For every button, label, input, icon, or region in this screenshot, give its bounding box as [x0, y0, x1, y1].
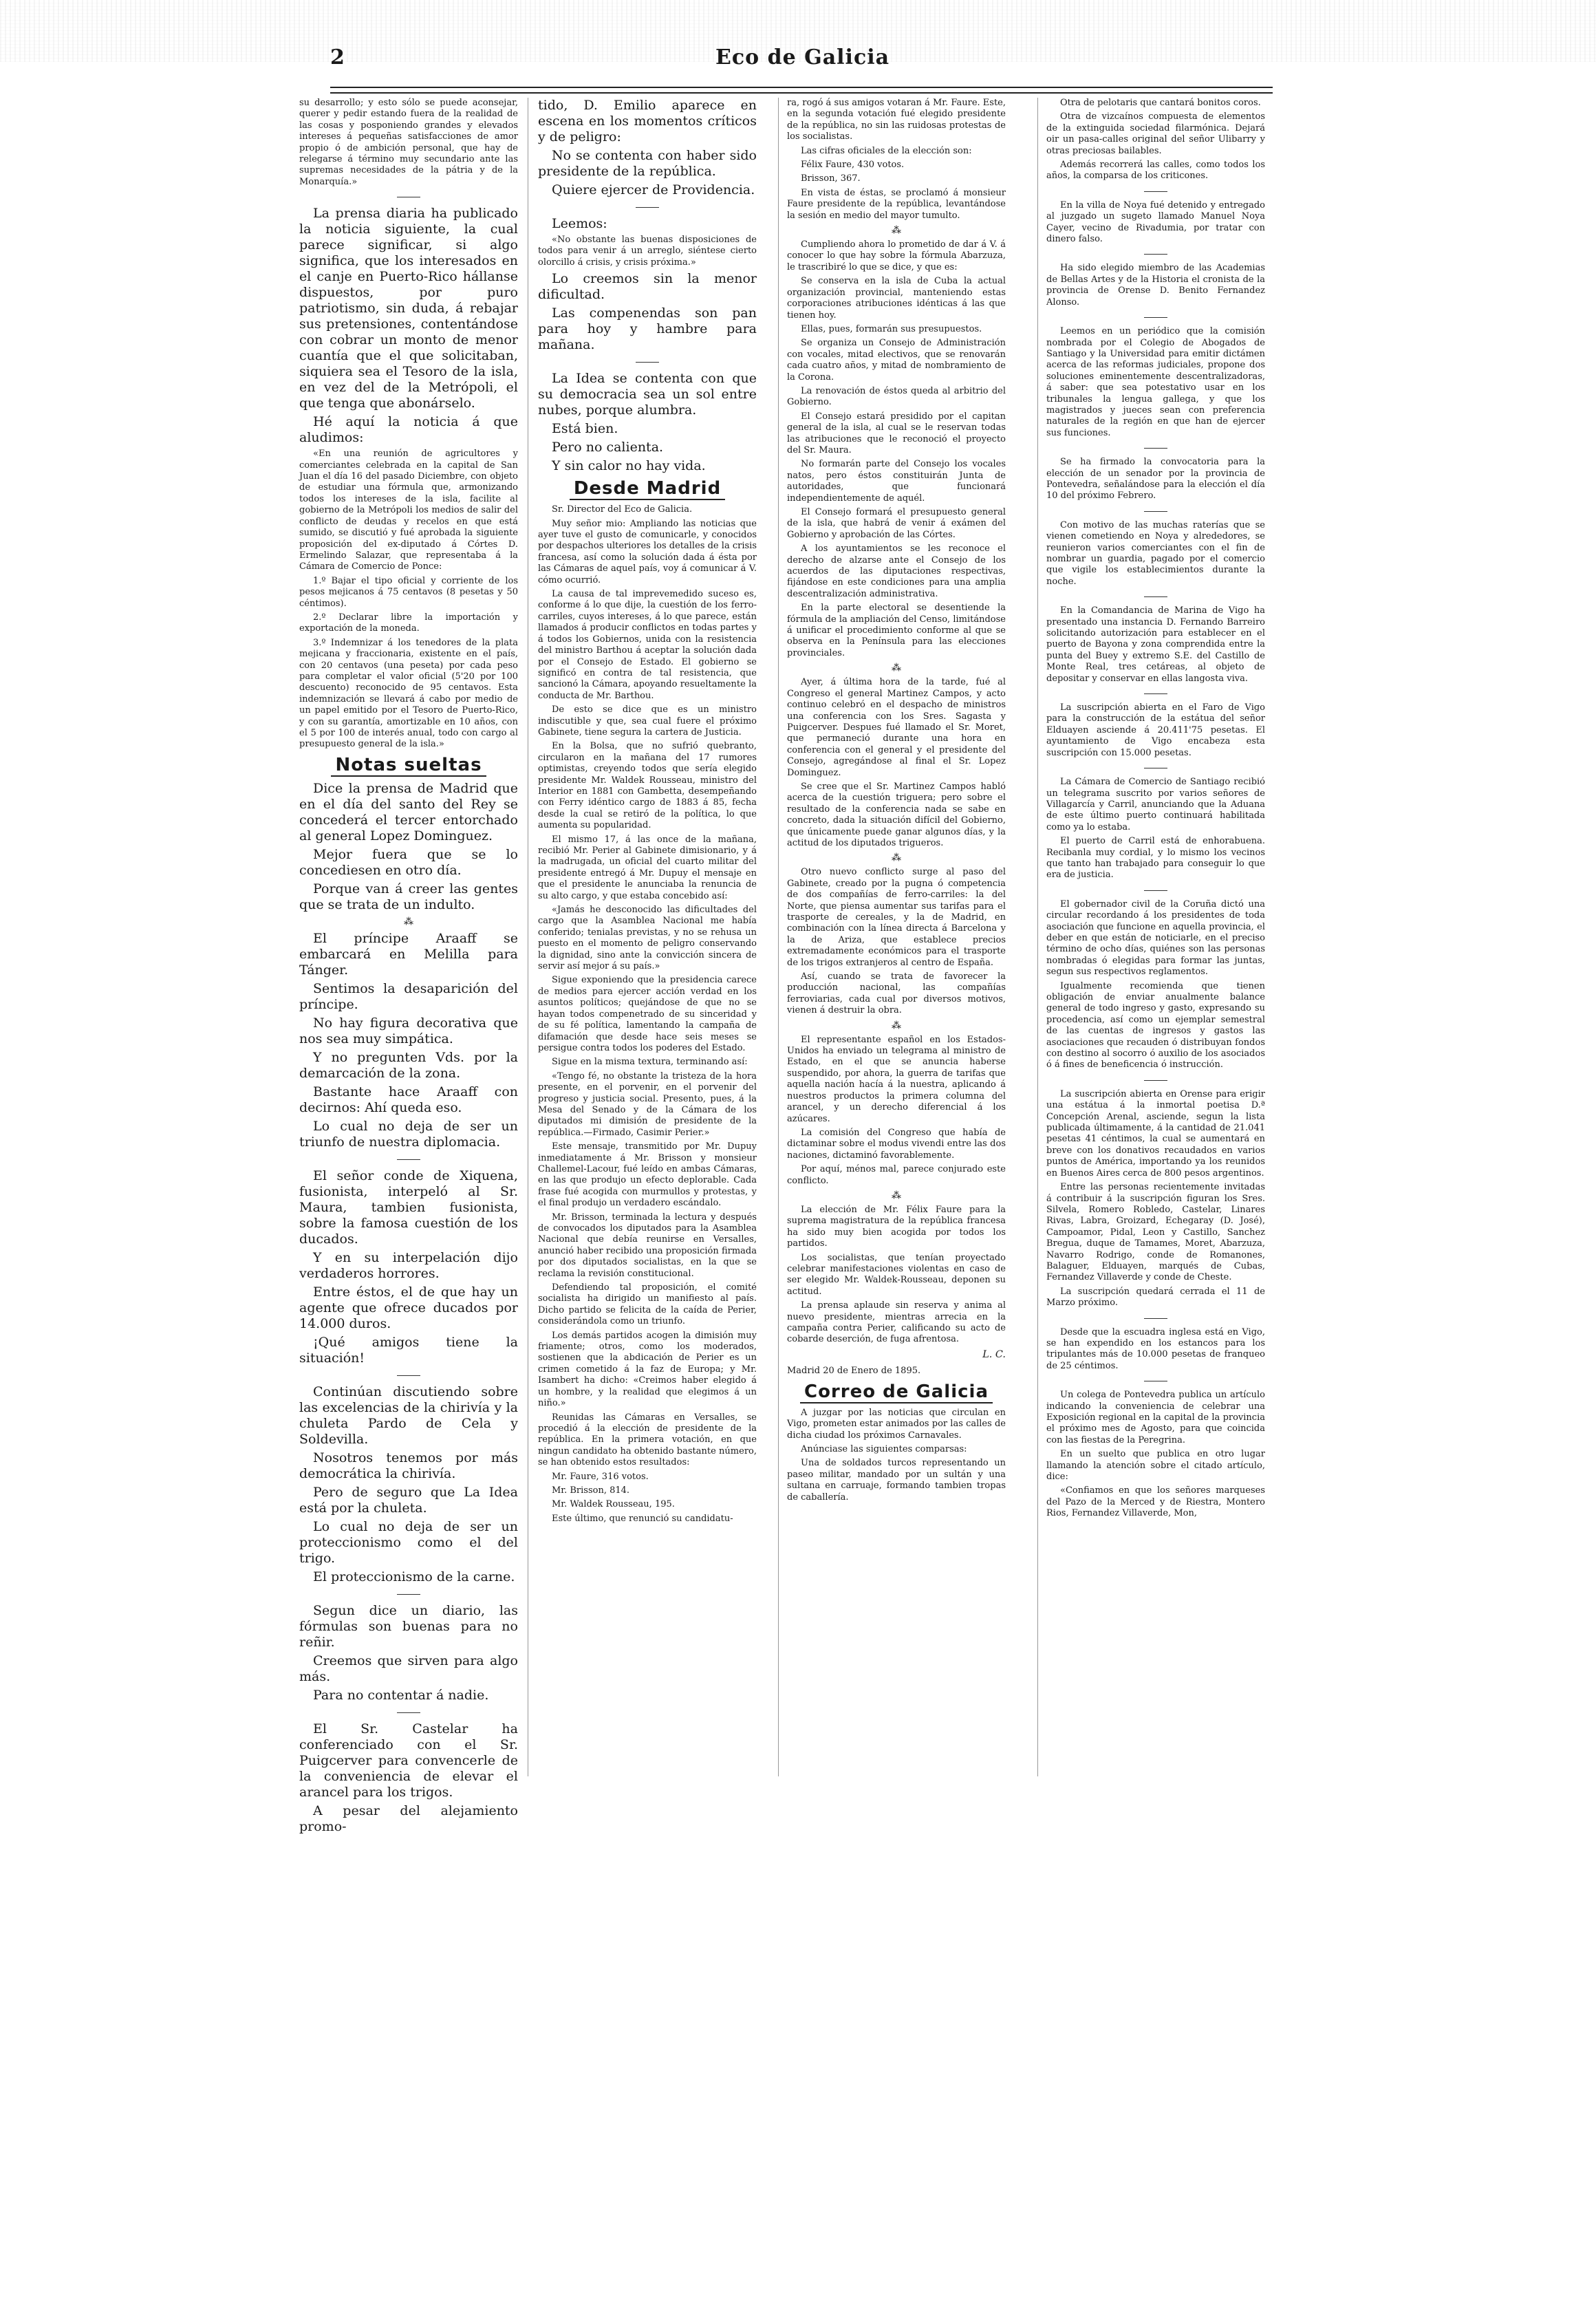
article-paragraph: Para no contentar á nadie.: [313, 1687, 489, 1703]
article-paragraph: Pero no calienta.: [552, 440, 664, 455]
separator-dash: [1046, 1375, 1265, 1387]
asterism-separator: ⁂: [892, 663, 901, 674]
article-paragraph: El puerto de Carril está de enhorabuena. Recibanla muy cordial, y lo mismo los vecinos que tanto han trabajado para conseguir lo que era de justicia.: [1046, 836, 1265, 881]
article-paragraph: Leemos:: [552, 216, 607, 231]
article-paragraph: Con motivo de las muchas raterías que se vienen cometiendo en Noya y alrededores, se reunieron varios comerciantes con el fin de nombrar un guardia, pagado por el comercio que vigile los establecimientos durante la noche.: [1046, 519, 1265, 587]
article-paragraph: El príncipe Araaff se embarcará en Melilla para Tánger.: [299, 930, 518, 978]
article-paragraph: ra, rogó á sus amigos votaran á Mr. Faure. Este, en la segunda votación fué elegido presidente de la república, no sin las ruidosas protestas de los socialistas.: [787, 98, 1006, 142]
article-paragraph: Se cree que el Sr. Martinez Campos habló acerca de la cuestión triguera; pero sobre el resultado de la conferencia nada se sabe en concreto, dada la situación difícil del Gobierno, que únicamente puede ganar algunos días, y la actitud de los diputados trigueros.: [787, 781, 1006, 848]
article-paragraph: Mr. Brisson, terminada la lectura y después de convocados los diputados para la Asamblea Nacional que debía reunirse en Versalles, anunció haber recibido una proposición firmada por dos diputados socialistas, en la que se reclama la revisión constitucional.: [538, 1212, 757, 1279]
article-paragraph: Defendiendo tal proposición, el comité socialista ha dirigido un manifiesto al país. Dicho partido se felicita de la caída de Perier, considerándola como un triunfo.: [538, 1282, 757, 1327]
asterism-separator: ⁂: [892, 225, 901, 237]
column-1: [299, 98, 518, 1834]
article-paragraph: «En una reunión de agricultores y comerciantes celebrada en la capital de San Juan el día 16 del pasado Diciembre, con objeto de estudiar una fórmula que, armonizando todos los intereses de la isla, facilite al gobierno de la Metrópoli los medios de salir del conflicto de deudas y recelos en que está sumido, se discutió y fué aprobada la siguiente proposición del ex-diputado á Córtes D. Ermelindo Salazar, que representaba á la Cámara de Comercio de Ponce:: [299, 449, 518, 572]
article-paragraph: En la villa de Noya fué detenido y entregado al juzgado un sugeto llamado Manuel Noya Cayer, vecino de Rivadumia, por tratar con dinero falso.: [1046, 200, 1265, 245]
article-paragraph: Ayer, á última hora de la tarde, fué al Congreso el general Martinez Campos, y acto continuo celebró en el despacho de ministros una conferencia con los Sres. Sagasta y Puigcerver. Despues fué llamado el Sr. Moret, que permaneció durante una hora en conferencia con el general y el presidente del Consejo, agregándose al final el Sr. Lopez Dominguez.: [787, 677, 1006, 778]
separator-dash: [299, 1369, 518, 1381]
article-paragraph: Mr. Brisson, 814.: [552, 1485, 630, 1496]
column-divider: [778, 98, 779, 1776]
column-divider: [1037, 98, 1038, 1776]
article-paragraph: Mr. Waldek Rousseau, 195.: [552, 1499, 675, 1510]
article-paragraph: No se contenta con haber sido presidente de la república.: [538, 148, 757, 179]
page-header: [330, 44, 1273, 88]
article-paragraph: Está bien.: [552, 421, 618, 437]
article-paragraph: Los socialistas, que tenían proyectado celebrar manifestaciones violentas en caso de ser elegido Mr. Waldek-Rousseau, deponen su actitud.: [787, 1252, 1006, 1297]
separator-dash: [1046, 442, 1265, 454]
article-paragraph: Y sin calor no hay vida.: [552, 458, 706, 474]
article-paragraph: «Jamás he desconocido las dificultades del cargo que la Asamblea Nacional me había conferido; tenialas previstas, y no se rehusa un puesto en el momento de peligro conservando la dignidad, sino ante la convicción sincera de servir así mejor á su país.»: [538, 905, 757, 972]
section-heading-text: Desde Madrid: [570, 478, 725, 500]
article-paragraph: Lo creemos sin la menor dificultad.: [538, 271, 757, 303]
article-paragraph: su desarrollo; y esto sólo se puede aconsejar, querer y pedir estando fuera de la realidad de las cosas y posponiendo grandes y elevados intereses á pequeñas satisfacciones de amor propio ó de ambición personal, que hay de relegarse á término muy secundario ante las supremas necesidades de la pátria y de la Monarquía.»: [299, 98, 518, 187]
article-paragraph: Creemos que sirven para algo más.: [299, 1653, 518, 1684]
separator-dash: [1046, 311, 1265, 323]
section-heading: [538, 478, 757, 499]
article-paragraph: La causa de tal imprevemedido suceso es, conforme á lo que dije, la cuestión de los ferro-carriles, cuyos intereses, á lo que parece, están llamados á producir conflictos en todas partes y á todos los Gobiernos, unida con la resistencia del ministro Barthou á aceptar la solución dada por el Consejo de Estado. El gobierno se significó en contra de tal resistencia, que sancionó la Cámara, apoyando resueltamente la conducta de Mr. Barthou.: [538, 589, 757, 701]
separator-dash: [299, 191, 518, 203]
article-paragraph: Ha sido elegido miembro de las Academias de Bellas Artes y de la Historia el cronista de la provincia de Orense D. Benito Fernandez Alonso.: [1046, 263, 1265, 308]
article-paragraph: Ellas, pues, formarán sus presupuestos.: [801, 323, 982, 334]
article-paragraph: Se ha firmado la convocatoria para la elección de un senador por la provincia de Pontevedra, señalándose para la elección el día 10 del próximo Febrero.: [1046, 457, 1265, 502]
article-paragraph: Anúnciase las siguientes comparsas:: [801, 1444, 967, 1455]
article-paragraph: Leemos en un periódico que la comisión nombrada por el Colegio de Abogados de Santiago y la Universidad para emitir dictámen acerca de las reformas judiciales, propone dos soluciones eminentemente descentralizadoras, á saber: que sea potestativo usar en los tribunales la lengua gallega, y que los magistrados y jueces sean con preferencia naturales de la región en que han de ejercer sus funciones.: [1046, 326, 1265, 438]
article-paragraph: No hay figura decorativa que nos sea muy simpática.: [299, 1015, 518, 1046]
article-paragraph: Y en su interpelación dijo verdaderos horrores.: [299, 1249, 518, 1281]
article-paragraph: Lo cual no deja de ser un proteccionismo como el del trigo.: [299, 1518, 518, 1566]
separator-dash: [299, 1153, 518, 1165]
article-paragraph: La Cámara de Comercio de Santiago recibió un telegrama suscrito por varios señores de Villagarcía y Carril, anunciando que la Aduana de este último puerto continuará habilitada como ya lo estaba.: [1046, 777, 1265, 832]
article-paragraph: La prensa aplaude sin reserva y anima al nuevo presidente, mientras arrecia en la campaña contra Perier, calificando su acto de cobarde deserción, de fuga afrentosa.: [787, 1300, 1006, 1345]
article-paragraph: Igualmente recomienda que tienen obligación de enviar anualmente balance general de todo ingreso y gasto, expresando su procedencia, así como un ejemplar semestral de las cuentas de ingresos y gastos las asociaciones que recauden ó distribuyan fondos con destino al socorro ó auxilio de los asociados ó á fines de beneficencia ó instrucción.: [1046, 980, 1265, 1071]
article-paragraph: La suscripción abierta en Orense para erigir una estátua á la inmortal poetisa D.ª Concepción Arenal, asciende, segun la lista publicada últimamente, á la cantidad de 21.041 pesetas 41 céntimos, la cual se aumentará en breve con los donativos recaudados en varios puntos de América, importando ya los reunidos en Buenos Aires cerca de 800 pesos argentinos.: [1046, 1088, 1265, 1179]
column-3: [787, 98, 1006, 1776]
article-dateline: Madrid 20 de Enero de 1895.: [787, 1365, 921, 1376]
page-number: 2: [330, 45, 345, 69]
separator-dash: [1046, 1312, 1265, 1324]
article-paragraph: Cumpliendo ahora lo prometido de dar á V. á conocer lo que hay sobre la fórmula Abarzuza, le trascribiré lo que se dice, y que es:: [787, 239, 1006, 272]
article-paragraph: La suscripción quedará cerrada el 11 de Marzo próximo.: [1046, 1286, 1265, 1309]
separator-dash: [1046, 248, 1265, 260]
article-paragraph: Pero de seguro que La Idea está por la chuleta.: [299, 1484, 518, 1516]
article-paragraph: Sr. Director del Eco de Galicia.: [552, 504, 693, 515]
article-paragraph: En la Comandancia de Marina de Vigo ha presentado una instancia D. Fernando Barreiro solicitando autorización para establecer en el puerto de Bayona y zona comprendida entre la punta del Buey y extremo S.E. del Castillo de Monte Real, tres cetáreas, al objeto de depositar y conservar en ellas langosta viva.: [1046, 605, 1265, 684]
separator-dash: [538, 201, 757, 213]
article-paragraph: Entre éstos, el de que hay un agente que ofrece ducados por 14.000 duros.: [299, 1284, 518, 1331]
article-paragraph: Bastante hace Araaff con decirnos: Ahí queda eso.: [299, 1084, 518, 1115]
asterism-separator: ⁂: [892, 1020, 901, 1031]
article-paragraph: Segun dice un diario, las fórmulas son buenas para no reñir.: [299, 1602, 518, 1650]
article-paragraph: Las cifras oficiales de la elección son:: [801, 145, 972, 156]
article-paragraph: La comisión del Congreso que había de dictaminar sobre el modus vivendi entre las dos naciones, dictaminó favorablemente.: [787, 1127, 1006, 1161]
article-paragraph: A los ayuntamientos se les reconoce el derecho de alzarse ante el Consejo de los acuerdos de las diputaciones respectivas, fijándose en este condiciones para una amplia descentralización administrativa.: [787, 544, 1006, 599]
asterism-separator: ⁂: [892, 1190, 901, 1201]
article-paragraph: En vista de éstas, se proclamó á monsieur Faure presidente de la república, levantándose la sesión en medio del mayor tumulto.: [787, 187, 1006, 221]
article-paragraph: Este mensaje, transmitido por Mr. Dupuy inmediatamente á Mr. Brisson y monsieur Challemel-Lacour, fué leído en ambas Cámaras, en las que produjo un efecto deplorable. Cada frase fué acogida con murmullos y protestas, y el final produjo un verdadero escándalo.: [538, 1141, 757, 1209]
article-paragraph: La elección de Mr. Félix Faure para la suprema magistratura de la república francesa ha sido muy bien acogida por todos los partidos.: [787, 1204, 1006, 1249]
article-paragraph: Entre las personas recientemente invitadas á contribuir á la suscripción figuran los Sres. Silvela, Romero Robledo, Castelar, Linares Rivas, Labra, Groizard, Echegaray (D. José), Campoamor, Pidal, Leon y Castillo, Sanchez Bregua, duque de Tamames, Moret, Abarzuza, Navarro Rodrigo, conde de Romanones, Balaguer, Elduayen, marqués de Cubas, Fernandez Villaverde y conde de Cheste.: [1046, 1182, 1265, 1283]
article-paragraph: Una de soldados turcos representando un paseo militar, mandado por un sultán y una sultana en carruaje, formando tambien tropas de caballería.: [787, 1458, 1006, 1503]
separator-dash: [1046, 884, 1265, 896]
header-rule: [330, 87, 1273, 94]
article-paragraph: Otro nuevo conflicto surge al paso del Gabinete, creado por la pugna ó competencia de dos compañías de ferro-carriles: la del Norte, que piensa aumentar sus tarifas para el trasporte de cereales, y la de Madrid, en combinación con la línea directa á Barcelona y la de Ariza, que establece precios extremadamente económicos para el trasporte de los trigos extranjeros al centro de España.: [787, 867, 1006, 968]
article-paragraph: Sigue exponiendo que la presidencia carece de medios para ejercer acción verdad en los asuntos políticos; quejándose de que no se hayan todos compenetrado de su sinceridad y de su fé política, lamentando la campaña de difamación que desde hace seis meses se persigue contra todos los poderes del Estado.: [538, 975, 757, 1053]
article-paragraph: Así, cuando se trata de favorecer la producción nacional, las compañías ferroviarias, cada cual por diversos motivos, vienen á destruir la obra.: [787, 971, 1006, 1016]
article-paragraph: A juzgar por las noticias que circulan en Vigo, prometen estar animados por las calles de dicha ciudad los próximos Carnavales.: [787, 1407, 1006, 1441]
article-paragraph: 1.º Bajar el tipo oficial y corriente de los pesos mejicanos á 75 centavos (8 pesetas y 50 céntimos).: [299, 575, 518, 609]
article-paragraph: Mr. Faure, 316 votos.: [552, 1471, 649, 1482]
article-paragraph: La suscripción abierta en el Faro de Vigo para la construcción de la estátua del señor Elduayen asciende á 20.411'75 pesetas. El ayuntamiento de Vigo encabeza esta suscripción con 15.000 pesetas.: [1046, 702, 1265, 758]
article-paragraph: Otra de pelotaris que cantará bonitos coros.: [1060, 98, 1261, 108]
separator-dash: [1046, 687, 1265, 700]
article-paragraph: El gobernador civil de la Coruña dictó una circular recordando á los presidentes de toda asociación que funcione en aquella provincia, el deber en que están de noticiarle, en el preciso término de ocho días, quiénes son las personas nombradas ó elegidas para formar las juntas, segun sus respectivos reglamentos.: [1046, 899, 1265, 978]
section-heading: [787, 1381, 1006, 1402]
article-paragraph: Muy señor mio: Ampliando las noticias que ayer tuve el gusto de comunicarle, y conocidos por despachos ulteriores los detalles de la crisis francesa, así como la solución dada á ésta por las Cámaras de aquel país, voy á comunicar á V. cómo ocurrió.: [538, 518, 757, 585]
article-paragraph: Dice la prensa de Madrid que en el día del santo del Rey se concederá el tercer entorchado al general Lopez Dominguez.: [299, 780, 518, 843]
separator-dash: [1046, 762, 1265, 774]
article-paragraph: Este último, que renunció su candidatu-: [552, 1513, 733, 1524]
article-paragraph: El mismo 17, á las once de la mañana, recibió Mr. Perier al Gabinete dimisionario, y á la madrugada, un oficial del cuarto militar del presidente entregó á Mr. Dupuy el mensaje en que el presidente le anunciaba la renuncia de su alto cargo, y que estaba concebido así:: [538, 834, 757, 901]
separator-dash: [538, 356, 757, 368]
article-paragraph: Quiere ejercer de Providencia.: [552, 182, 755, 197]
article-paragraph: Nosotros tenemos por más democrática la chirivía.: [299, 1450, 518, 1481]
article-paragraph: Y no pregunten Vds. por la demarcación de la zona.: [299, 1049, 518, 1081]
article-paragraph: Además recorrerá las calles, como todos los años, la comparsa de los criticones.: [1046, 160, 1265, 182]
article-paragraph: No formarán parte del Consejo los vocales natos, pero éstos constituirán Junta de autoridades, que funcionará independientemente de aquél.: [787, 459, 1006, 504]
article-paragraph: Lo cual no deja de ser un triunfo de nuestra diplomacia.: [299, 1118, 518, 1150]
article-paragraph: Brisson, 367.: [801, 173, 861, 184]
article-paragraph: Mejor fuera que se lo concediesen en otro día.: [299, 846, 518, 878]
separator-dash: [1046, 590, 1265, 603]
article-paragraph: tido, D. Emilio aparece en escena en los momentos críticos y de peligro:: [538, 98, 757, 144]
article-paragraph: La renovación de éstos queda al arbitrio del Gobierno.: [787, 385, 1006, 408]
article-paragraph: El representante español en los Estados-Unidos ha enviado un telegrama al ministro de Estado, en el que se anuncia haberse suspendido, por ahora, la guerra de tarifas que aquella nación hacía á la nuestra, aplicando á nuestros productos la primera columna del arancel, y un derecho diferencial á los azúcares.: [787, 1034, 1006, 1124]
section-heading-text: Notas sueltas: [331, 755, 486, 777]
article-paragraph: A pesar del alejamiento promo-: [299, 1803, 518, 1834]
article-paragraph: Continúan discutiendo sobre las excelencias de la chirivía y la chuleta Pardo de Cela y Soldevilla.: [299, 1384, 518, 1447]
article-paragraph: Porque van á creer las gentes que se trata de un indulto.: [299, 881, 518, 912]
article-paragraph: Las compenendas son pan para hoy y hambre para mañana.: [538, 305, 757, 353]
article-paragraph: El Consejo estará presidido por el capitan general de la isla, al cual se le reservan todas las atribuciones que le reconoció el proyecto del Sr. Maura.: [787, 411, 1006, 455]
separator-dash: [299, 1706, 518, 1719]
article-paragraph: 2.º Declarar libre la importación y exportación de la moneda.: [299, 612, 518, 634]
article-paragraph: Sigue en la misma textura, terminando así:: [552, 1057, 748, 1068]
article-paragraph: Desde que la escuadra inglesa está en Vigo, se han expendido en los estancos para los tripulantes más de 10.000 pesetas de franqueo de 25 céntimos.: [1046, 1326, 1265, 1371]
masthead-title: Eco de Galicia: [715, 45, 890, 69]
article-paragraph: 3.º Indemnizar á los tenedores de la plata mejicana y fraccionaria, existente en el país, con 20 centavos (una peseta) por cada peso para completar el valor oficial (5'20 por 100 descuento) reconocido de 95 centavos. Esta indemnización se llevará á cabo por medio de un papel emitido por el Tesoro de Puerto-Rico, y con su garantía, amortizable en 10 años, con el 5 por 100 de interés anual, todo con cargo al presupuesto general de la isla.»: [299, 637, 518, 750]
article-paragraph: El proteccionismo de la carne.: [313, 1569, 515, 1584]
article-paragraph: Hé aquí la noticia á que aludimos:: [299, 414, 518, 446]
article-paragraph: Reunidas las Cámaras en Versalles, se procedió á la elección de presidente de la república. En la primera votación, en que ningun candidato ha obtenido bastante número, se han obtenido estos resultados:: [538, 1412, 757, 1468]
article-paragraph: Por aquí, ménos mal, parece conjurado este conflicto.: [787, 1164, 1006, 1186]
article-paragraph: En la parte electoral se desentiende la fórmula de la ampliación del Censo, limitándose á unificar el procedimiento conforme al que se observa en la Península para las elecciones provinciales.: [787, 603, 1006, 658]
article-paragraph: Félix Faure, 430 votos.: [801, 160, 905, 171]
article-paragraph: ¡Qué amigos tiene la situación!: [299, 1334, 518, 1366]
column-2: [538, 98, 757, 1776]
article-paragraph: Un colega de Pontevedra publica un artículo indicando la conveniencia de celebrar una Exposición regional en la capital de la provincia el próximo mes de Agosto, para que coincida con las fiestas de la Peregrina.: [1046, 1390, 1265, 1445]
article-paragraph: «Tengo fé, no obstante la tristeza de la hora presente, en el porvenir, en el porvenir del progreso y justicia social. Presento, pues, á la Mesa del Senado y de la Cámara de los diputados mi dimisión de presidente de la república.—Firmado, Casimir Perier.»: [538, 1071, 757, 1138]
article-paragraph: Los demás partidos acogen la dimisión muy friamente; otros, como los moderados, sostienen que la abdicación de Perier es un crimen cometido á la faz de Europa; y Mr. Isambert ha dicho: «Creimos haber elegido á un hombre, y la realidad que elegimos á un niño.»: [538, 1330, 757, 1409]
section-heading: [299, 754, 518, 775]
asterism-separator: ⁂: [404, 916, 413, 927]
separator-dash: [1046, 505, 1265, 517]
article-paragraph: En un suelto que publica en otro lugar llamando la atención sobre el citado artículo, dice:: [1046, 1449, 1265, 1483]
article-signature: L. C.: [982, 1348, 1006, 1360]
article-paragraph: El señor conde de Xiquena, fusionista, interpeló al Sr. Maura, tambien fusionista, sobre la famosa cuestión de los ducados.: [299, 1168, 518, 1247]
article-paragraph: De esto se dice que es un ministro indiscutible y que, sea cual fuere el próximo Gabinete, tiene segura la cartera de Justicia.: [538, 704, 757, 738]
article-paragraph: «No obstante las buenas disposiciones de todos para venir á un arreglo, siéntese cierto olorcillo á crisis, y crisis próxima.»: [538, 235, 757, 268]
article-paragraph: «Confiamos en que los señores marqueses del Pazo de la Merced y de Riestra, Montero Rios, Fernandez Villaverde, Mon,: [1046, 1485, 1265, 1519]
article-paragraph: En la Bolsa, que no sufrió quebranto, circularon en la mañana del 17 rumores optimistas, creyendo todos que sería elegido presidente Mr. Waldek Rousseau, ministro del Interior en 1881 con Gambetta, desempeñando con Ferry idéntico cargo de 1883 á 85, fecha desde la cual se retiró de la política, lo que aumenta su popularidad.: [538, 741, 757, 831]
article-paragraph: La prensa diaria ha publicado la noticia siguiente, la cual parece significar, si algo significa, que los interesados en el canje en Puerto-Rico hállanse dispuestos, por puro patriotismo, sin duda, á rebajar sus pretensiones, contentándose con cobrar un monto de menor cuantía que el que solicitaban, siquiera sea el Tesoro de la isla, en vez del de la Metrópoli, el que tenga que abonárselo.: [299, 206, 518, 411]
separator-dash: [299, 1588, 518, 1600]
article-paragraph: La Idea se contenta con que su democracia sea un sol entre nubes, porque alumbra.: [538, 371, 757, 418]
article-paragraph: Otra de vizcaínos compuesta de elementos de la extinguida sociedad filarmónica. Dejará oir un pasa-calles original del señor Ulibarry y otras preciosas bailables.: [1046, 111, 1265, 156]
asterism-separator: ⁂: [892, 852, 901, 864]
section-heading-text: Correo de Galicia: [800, 1381, 993, 1403]
separator-dash: [1046, 185, 1265, 197]
separator-dash: [1046, 1074, 1265, 1086]
article-paragraph: El Consejo formará el presupuesto general de la isla, que habrá de venir á exámen del Gobierno y aprobación de las Córtes.: [787, 507, 1006, 540]
article-paragraph: Sentimos la desaparición del príncipe.: [299, 980, 518, 1012]
column-4: [1046, 98, 1265, 1776]
article-paragraph: El Sr. Castelar ha conferenciado con el Sr. Puigcerver para convencerle de la conveniencia de elevar el arancel para los trigos.: [299, 1721, 518, 1800]
article-paragraph: Se organiza un Consejo de Administración con vocales, mitad electivos, que se renovarán cada cuatro años, y mitad de nombramiento de la Corona.: [787, 338, 1006, 383]
article-paragraph: Se conserva en la isla de Cuba la actual organización provincial, manteniendo estas corporaciones atribuciones idénticas á las que tienen hoy.: [787, 276, 1006, 321]
